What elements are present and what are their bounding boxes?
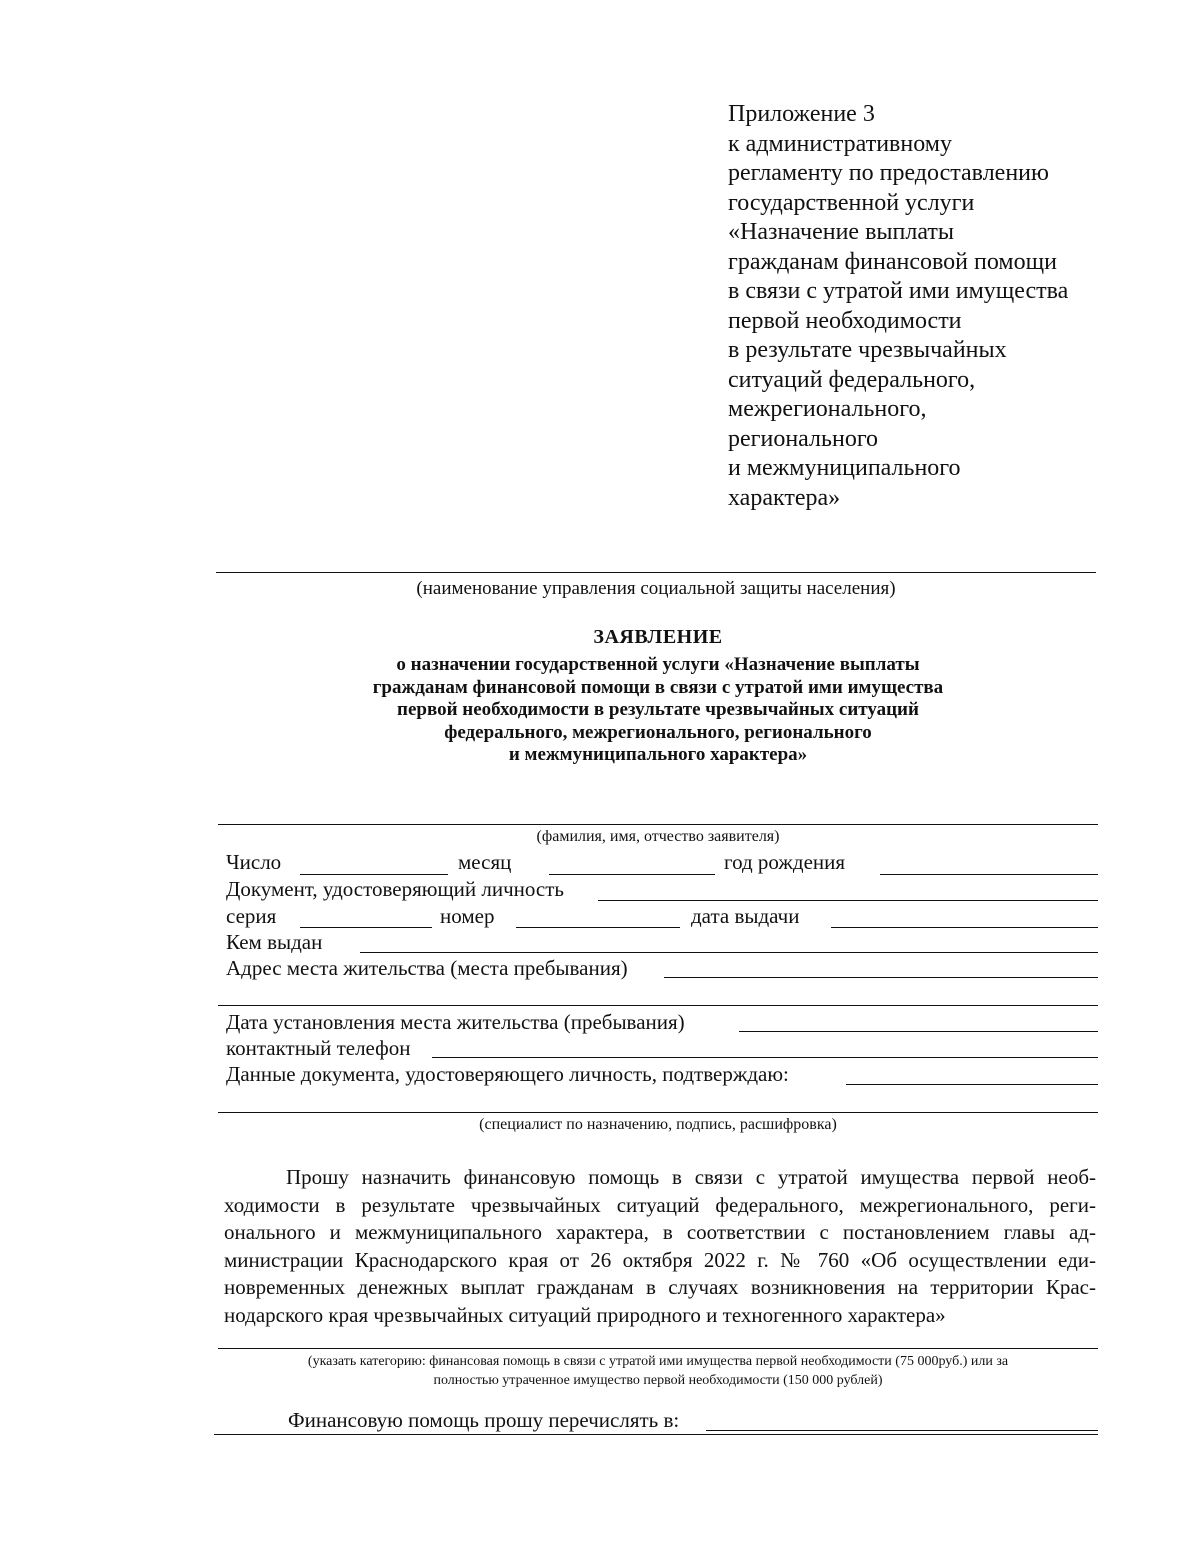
subtitle-line: федерального, межрегионального, регионального (444, 721, 872, 743)
category-caption-line: (указать категорию: финансовая помощь в связи с утратой ими имущества первой необходимости (75 000руб.) или за (307, 1354, 1009, 1369)
request-line: Прошу назначить финансовую помощь в связи с утратой имущества первой необ- (286, 1165, 1096, 1189)
transfer-field[interactable] (706, 1430, 1098, 1431)
address-label: Адрес места жительства (места пребывания) (226, 956, 628, 980)
specialist-signature-line[interactable] (218, 1112, 1098, 1113)
appendix-line: межрегионального, (728, 396, 927, 422)
transfer-label: Финансовую помощь прошу перечислять в: (288, 1408, 680, 1432)
applicant-caption: (фамилия, имя, отчество заявителя) (536, 828, 780, 845)
document-subtitle (220, 654, 1096, 767)
issued-by-field[interactable] (360, 952, 1098, 953)
subtitle-line: о назначении государственной услуги «Назначение выплаты (396, 654, 920, 675)
request-paragraph (224, 1164, 1096, 1329)
birth-year-label: год рождения (724, 850, 846, 874)
subtitle-line: гражданам финансовой помощи в связи с утратой ими имущества (372, 676, 944, 698)
month-label: месяц (458, 850, 512, 874)
issued-by-label: Кем выдан (226, 930, 323, 954)
authority-line[interactable] (216, 572, 1096, 573)
category-caption-line: полностью утраченное имущество первой необходимости (150 000 рублей) (433, 1373, 883, 1388)
issue-date-field[interactable] (831, 927, 1098, 928)
series-label: серия (226, 904, 277, 928)
phone-label: контактный телефон (226, 1036, 411, 1060)
appendix-line: и межмуниципального (728, 455, 961, 481)
identity-doc-field[interactable] (598, 900, 1098, 901)
address-field-continued[interactable] (218, 1005, 1098, 1006)
authority-caption: (наименование управления социальной защиты населения) (416, 578, 896, 599)
residence-date-label: Дата установления места жительства (пребывания) (226, 1010, 685, 1034)
number-field[interactable] (516, 927, 680, 928)
subtitle-line: первой необходимости в результате чрезвычайных ситуаций (397, 699, 919, 720)
day-label: Число (226, 850, 282, 874)
appendix-line: «Назначение выплаты (728, 219, 954, 245)
category-caption (218, 1352, 1098, 1390)
confirm-field[interactable] (846, 1084, 1098, 1085)
appendix-line: первой необходимости (728, 307, 962, 334)
appendix-line: регламенту по предоставлению (728, 160, 1049, 186)
request-line: онального и межмуниципального характера, в соответствии с постановлением главы ад- (224, 1220, 1096, 1244)
request-line: нодарского края чрезвычайных ситуаций природного и техногенного характера» (224, 1302, 946, 1327)
month-field[interactable] (549, 874, 715, 875)
subtitle-line: и межмуниципального характера» (508, 744, 808, 765)
appendix-block (728, 100, 1168, 513)
appendix-line: в связи с утратой ими имущества (728, 278, 1069, 304)
day-field[interactable] (300, 874, 448, 875)
number-label: номер (440, 904, 495, 928)
appendix-line: к административному (728, 130, 952, 157)
birth-year-field[interactable] (880, 874, 1098, 875)
transfer-field-underline (214, 1434, 1098, 1435)
phone-field[interactable] (432, 1057, 1098, 1058)
request-line: ходимости в результате чрезвычайных ситуаций федерального, межрегионального, реги- (224, 1192, 1096, 1217)
confirm-label: Данные документа, удостоверяющего личность, подтверждаю: (226, 1062, 789, 1086)
document-title: ЗАЯВЛЕНИЕ (593, 626, 723, 648)
issue-date-label: дата выдачи (691, 904, 800, 928)
appendix-line: ситуаций федерального, (728, 366, 976, 393)
identity-doc-label: Документ, удостоверяющий личность (226, 877, 564, 901)
appendix-line: государственной услуги (728, 189, 975, 216)
appendix-line: в результате чрезвычайных (728, 337, 1007, 363)
appendix-line: регионального (728, 425, 879, 452)
request-line: министрации Краснодарского края от 26 октября 2022 г. № 760 «Об осуществлении еди- (224, 1247, 1096, 1272)
appendix-line: Приложение 3 (728, 101, 875, 127)
specialist-caption: (специалист по назначению, подпись, расшифровка) (479, 1116, 837, 1133)
category-line[interactable] (218, 1348, 1098, 1349)
address-field[interactable] (664, 977, 1098, 978)
residence-date-field[interactable] (739, 1031, 1098, 1032)
appendix-line: характера» (728, 484, 841, 511)
applicant-name-line[interactable] (218, 824, 1098, 825)
appendix-line: гражданам финансовой помощи (728, 248, 1057, 275)
request-line: новременных денежных выплат гражданам в случаях возникновения на территории Крас- (224, 1275, 1096, 1299)
series-field[interactable] (300, 927, 432, 928)
